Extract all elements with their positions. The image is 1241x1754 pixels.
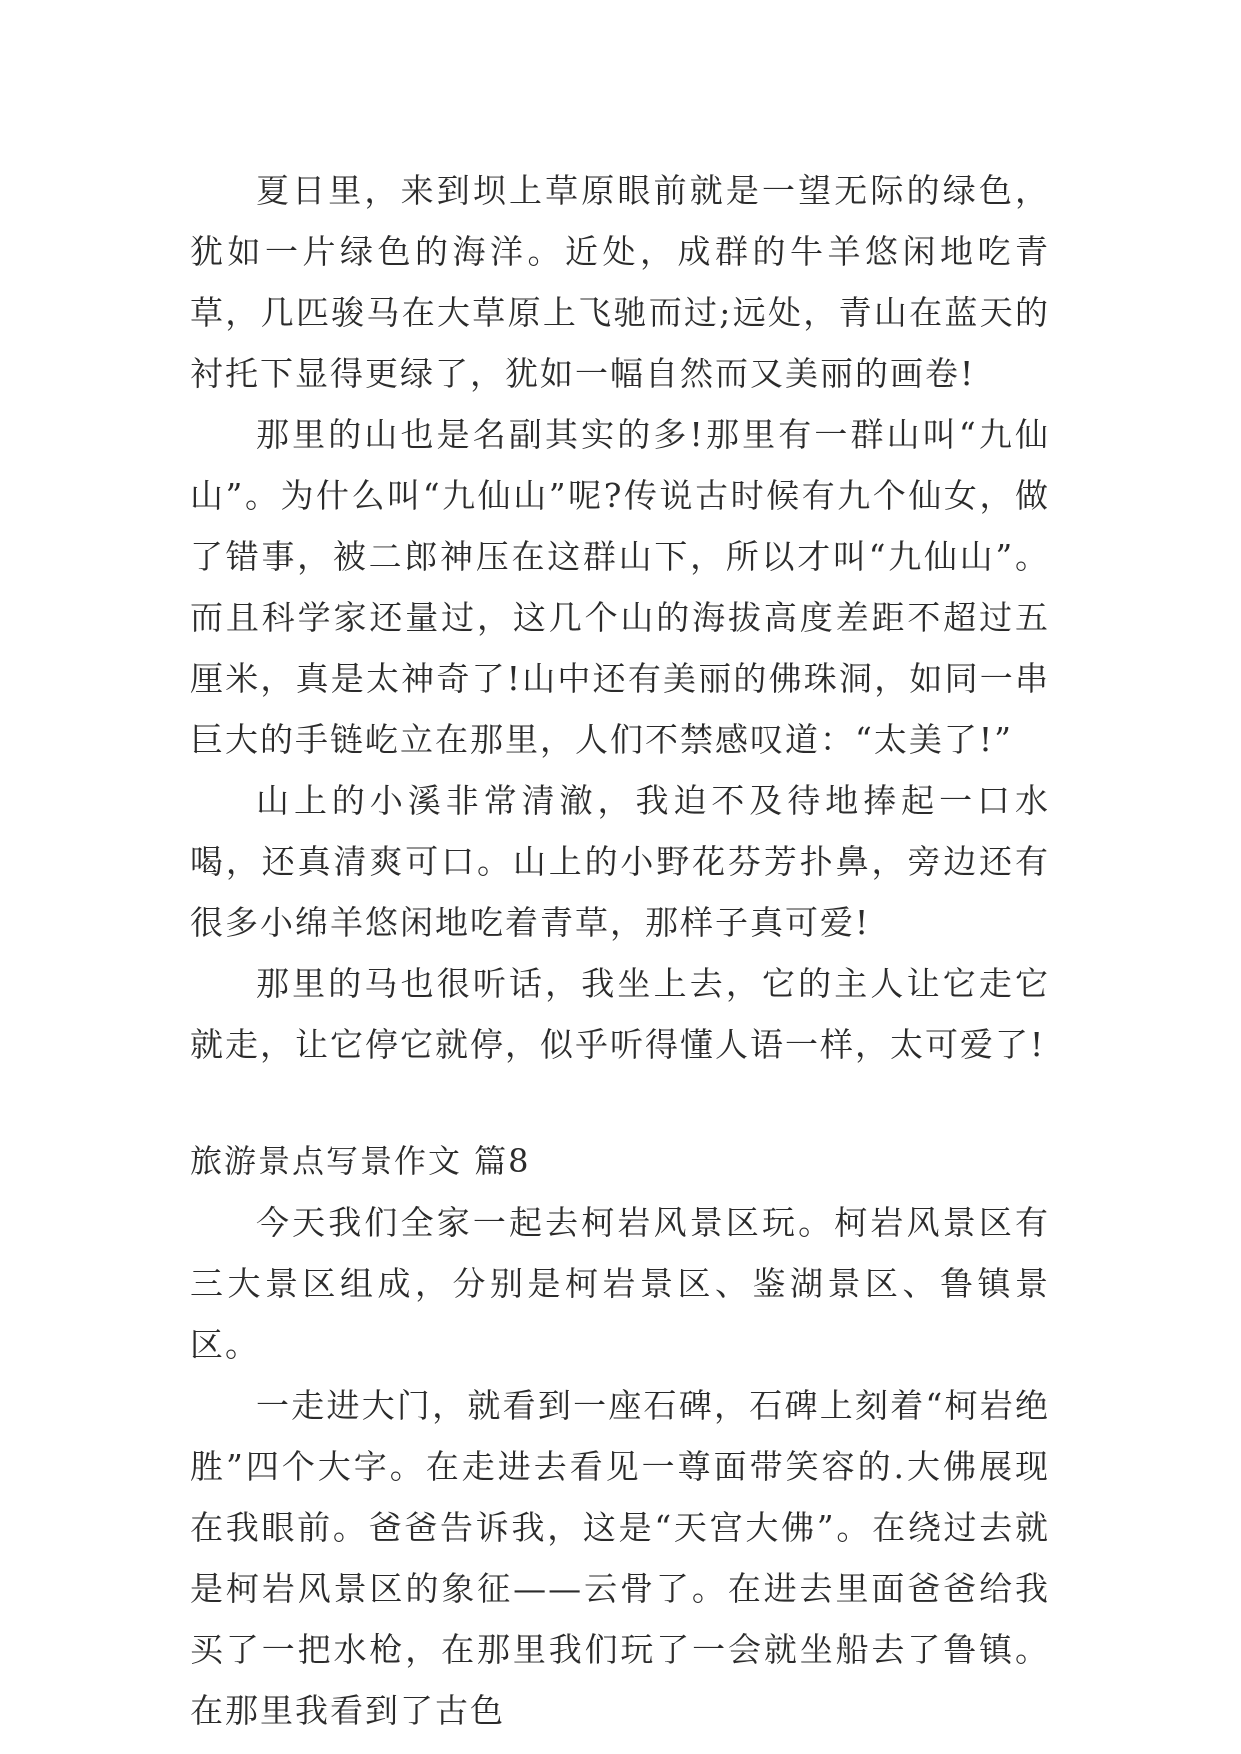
section-heading: 旅游景点写景作文 篇8	[190, 1142, 531, 1180]
paragraph: 夏日里，来到坝上草原眼前就是一望无际的绿色，犹如一片绿色的海洋。近处，成群的牛羊悠闲地吃青草，几匹骏马在大草原上飞驰而过;远处，青山在蓝天的衬托下显得更绿了，犹如一幅自然而又美丽的画卷!	[190, 171, 1050, 393]
paragraph: 那里的山也是名副其实的多!那里有一群山叫“九仙山”。为什么叫“九仙山”呢?传说古时候有九个仙女，做了错事，被二郎神压在这群山下，所以才叫“九仙山”。而且科学家还量过，这几个山的海拔高度差距不超过五厘米，真是太神奇了!山中还有美丽的佛珠洞，如同一串巨大的手链屹立在那里，人们不禁感叹道：“太美了!”	[190, 415, 1050, 759]
paragraph: 那里的马也很听话，我坐上去，它的主人让它走它就走，让它停它就停，似乎听得懂人语一样，太可爱了!	[190, 964, 1050, 1064]
paragraph: 一走进大门，就看到一座石碑，石碑上刻着“柯岩绝胜”四个大字。在走进去看见一尊面带笑容的.大佛展现在我眼前。爸爸告诉我，这是“天宫大佛”。在绕过去就是柯岩风景区的象征——云骨了。在进去里面爸爸给我买了一把水枪，在那里我们玩了一会就坐船去了鲁镇。在那里我看到了古色	[190, 1386, 1050, 1730]
paragraph: 山上的小溪非常清澈，我迫不及待地捧起一口水喝，还真清爽可口。山上的小野花芬芳扑鼻，旁边还有很多小绵羊悠闲地吃着青草，那样子真可爱!	[190, 781, 1050, 942]
document-body	[190, 160, 1050, 1741]
paragraph: 今天我们全家一起去柯岩风景区玩。柯岩风景区有三大景区组成，分别是柯岩景区、鉴湖景区、鲁镇景区。	[190, 1203, 1050, 1364]
